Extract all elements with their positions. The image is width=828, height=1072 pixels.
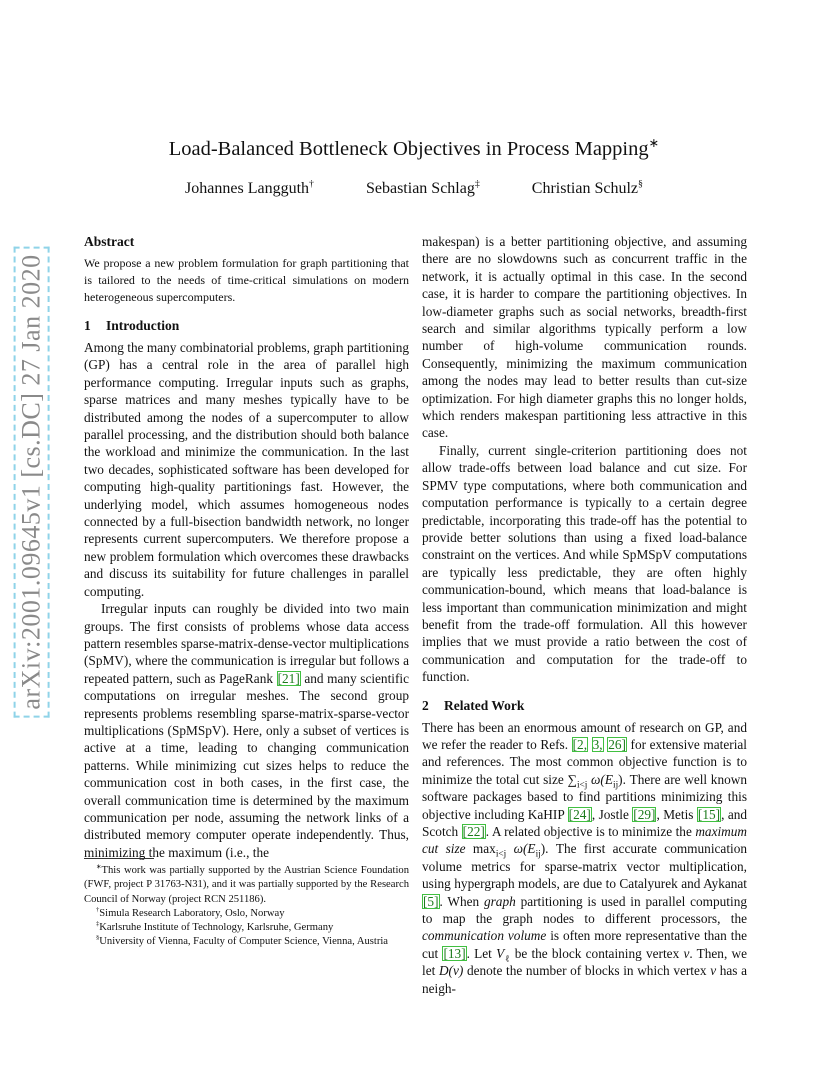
text: be the block containing vertex [514,945,680,961]
footnote-text: University of Vienna, Faculty of Computer Science, Vienna, Austria [99,936,389,948]
text: There has been an enormous amount of research on GP, and we refer the reader to Refs. [422,719,747,752]
max-subscript: i<j [495,850,507,861]
footnote-rule [84,858,154,859]
author-mark: § [638,178,643,190]
arxiv-stamp-text: arXiv:2001.09645v1 [cs.DC] 27 Jan 2020 [14,246,50,717]
footnote-text: This work was partially supported by the Austrian Science Foundation (FWF, project P 31763-N31), and it was partially supported by the Research Council of Norway (project RCN 251186). [84,865,409,905]
section-number: 2 [422,697,429,713]
footnote-text: Simula Research Laboratory, Oslo, Norway [99,907,285,919]
citation-link[interactable]: [29] [633,806,656,822]
citation-link[interactable]: [21] [277,670,300,686]
text: has a neigh- [422,963,748,996]
related-work-paragraph [422,719,747,998]
intro-paragraph-3: Finally, current single-criterion partitioning does not allow trade-offs between load balance and cut size. For SPMV type computations, where both communication and computation performance is typically to a certain degree predictable, incorporating this trade-off has the potential to provide better solutions than using a fixed load-balance constraint on the vertices. And while SpMSpV computations are typically less predictable, they are often highly communication-bound, which means that load-balance is less important than communication minimization and might benefit from the trade-off formulation. All this however implies that we must provide a ratio between the cost of communication and computation for the trade-off to function. [422,442,747,685]
citation-link[interactable]: [5] [423,893,439,909]
math-omega: ω(E [513,841,536,857]
arxiv-stamp [16,254,48,710]
footnote-affiliation [84,921,409,935]
intro-p2-text-a: Irregular inputs can roughly be divided into two main groups. The first consists of problems whose data access pattern resembles sparse-matrix-dense-vector multiplications (SpMV), where the communication is irregular but follows a repeated pattern, such as PageRank [84,601,409,686]
text: . When [439,893,480,909]
math-omega: ω(E [591,771,613,787]
intro-paragraph-2 [84,600,409,861]
text: , Jostle [591,806,629,822]
footnote-affiliation [84,935,409,949]
citation-link[interactable]: [15] [697,806,721,822]
footnotes [84,858,409,950]
author [366,180,480,198]
math-var: D(v) [438,963,464,979]
citation-link[interactable]: 26] [608,736,626,752]
intro-paragraph-1: Among the many combinatorial problems, graph partitioning (GP) has a central role in the area of parallel high performance computing. Irregular inputs such as graphs, sparse matrices and many meshes typically have to be distributed among the nodes of a supercomputer to allow parallel processing, and the distribution should both balance the workload and minimize the communication. In the last two decades, sophisticated software has been developed for computing high-quality partitionings fast. However, the underlying model, which assumes homogeneous nodes connected by a full-bisection bandwidth network, no longer represents current supercomputers. We therefore propose a new problem formulation which overcomes these drawbacks and discuss its suitability for future challenges in parallel computing. [84,340,409,599]
author-mark: ‡ [474,178,480,190]
math-var: V [496,945,505,961]
emphasis: maximum cut size [422,824,748,857]
paper-title-text: Load-Balanced Bottleneck Objectives in Process Mapping [168,138,649,160]
citation-link[interactable]: [13] [443,945,466,961]
text: , and Scotch [422,806,748,839]
abstract-text: We propose a new problem formulation for graph partitioning that is tailored to the needs of time-critical simulations on modern heterogeneous supercomputers. [84,256,409,304]
section-title: Related Work [444,697,525,713]
text: ). There are well known software packages based to find partitions minimizing this objective including KaHIP [422,771,747,822]
section-number: 1 [84,318,91,333]
math-sum [567,771,619,791]
title-footnote-mark: ∗ [648,136,660,151]
author-mark: † [309,178,314,190]
text: . Then, we let [422,945,747,979]
sum-subscript: i<j [576,780,588,791]
math-var: v [710,963,717,979]
author-list [0,180,828,198]
text: for extensive material and references. The most common objective function is to minimize the total cut size [422,736,747,787]
footnote-funding [84,864,409,907]
left-column [84,233,409,861]
footnote-text: Karlsruhe Institute of Technology, Karlsruhe, Germany [99,922,334,934]
author-name: Johannes Langguth [185,180,310,197]
author-name: Sebastian Schlag [365,180,475,197]
footnote-mark: ‡ [96,920,100,928]
math-var: v [683,945,690,961]
author [532,180,643,198]
emphasis: communication volume [422,928,547,944]
footnote-mark: ∗ [96,863,102,871]
text: . A related objective is to minimize the [485,824,692,839]
citation-link[interactable]: [24] [568,806,591,822]
math-subscript: ℓ [504,954,511,965]
sum-symbol: ∑ [567,771,577,787]
section-title: Introduction [106,318,180,333]
math-subscript: ij [613,780,619,791]
citation-link[interactable]: 3, [592,736,603,752]
paper-title [0,138,828,161]
text: denote the number of blocks in which vertex [466,963,707,979]
section-heading-introduction [84,317,409,335]
text: ). The first accurate communication volume metrics for sparse-matrix vector multiplication, using hypergraph models, are due to Catalyurek and Aykanat [422,841,748,892]
abstract-heading: Abstract [84,234,135,249]
citation-link[interactable]: [2, [572,736,588,752]
text: is often more representative than the cut [422,928,747,961]
text: partitioning is used in parallel computing to map the graph nodes to different processors, the [422,893,747,927]
math-max [472,841,541,861]
intro-paragraph-2-continued: makespan) is a better partitioning objective, and assuming there are no slowdowns such as concurrent traffic in the network, it is actually optimal in this case. In the second case, it is harder to compare the partitioning objectives. In low-diameter graphs such as social networks, breadth-first search and similar algorithms typically perform a low number of high-volume communication rounds. Consequently, minimizing the maximum communication among the nodes may lead to better results than cut-size optimization. For high diameter graphs this no longer holds, which renders makespan partitioning less attractive in this case. [422,234,747,441]
footnote-affiliation [84,907,409,921]
text: , Metis [656,806,694,822]
author [185,180,314,198]
max-operator: max [472,841,496,857]
intro-p2-text-b: and many scientific computations on irregular meshes. The second group represents problems resembling sparse-matrix-sparse-vector multiplications (SpMSpV). Here, only a subset of vertices is active at a time, leading to changing communication patterns. While minimizing cut sizes helps to reduce the communication cost in both cases, in the first case, the overall communication time is determined by the maximum communication per node, assuming the network links of a distributed memory computer operate independently. Thus, minimizing the maximum (i.e., the [84,670,409,860]
citation-link[interactable]: [22] [462,824,485,839]
author-name: Christian Schulz [531,180,639,197]
right-column [422,233,747,997]
text: . Let [466,945,492,961]
math-subscript: ij [535,850,541,861]
emphasis: graph [483,893,516,909]
section-heading-related-work [422,697,747,715]
footnote-mark: § [96,934,100,942]
footnote-mark: † [96,906,100,914]
